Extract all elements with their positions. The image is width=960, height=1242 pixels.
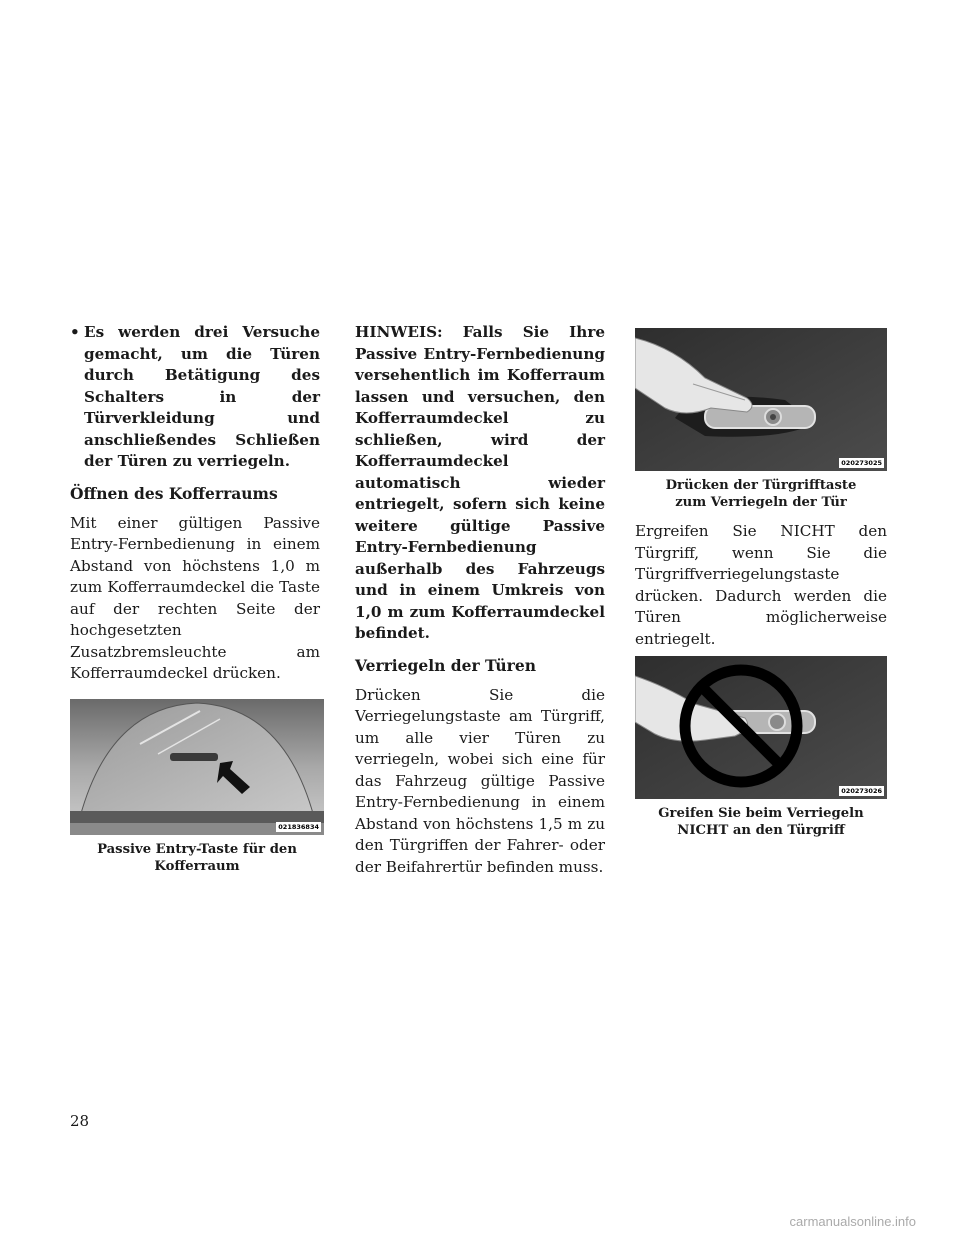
bullet-text: Es werden drei Versuche gemacht, um die Türen durch Betätigung des Schalters in der Türverkleidung und anschließendes Schließen der Türen zu verriegeln. xyxy=(84,323,320,470)
figure-code: 021836834 xyxy=(278,822,319,831)
bullet-item xyxy=(70,322,320,473)
bullet-dot: • xyxy=(70,323,80,341)
figure-caption-press-lock: Drücken der Türgrifftaste zum Verriegeln der Tür xyxy=(665,478,857,510)
figure-code: 020273025 xyxy=(841,459,882,467)
door-handle-prohibited-illustration xyxy=(635,656,887,799)
trunk-illustration xyxy=(70,699,324,835)
column-left xyxy=(70,322,320,875)
section-heading-lock-doors: Verriegeln der Türen xyxy=(355,655,536,675)
note-text: HINWEIS: Falls Sie Ihre Passive Entry-Fernbedienung versehentlich im Kofferraum lassen und versuchen, den Kofferraumdeckel zu schließen, wird der Kofferraumdeckel automatisch wieder entriegelt, sofern sich keine weitere gültige Passive Entry-Fernbedienung außerhalb des Fahrzeugs und in einem Umkreis von 1,0 m zum Kofferraumdeckel befindet. xyxy=(355,323,605,642)
figure-caption-do-not-grip: Greifen Sie beim Verriegeln NICHT an den Türgriff xyxy=(658,806,864,838)
paragraph-do-not-grip: Ergreifen Sie NICHT den Türgriff, wenn Sie die Türgriffverriegelungstaste drücken. Dadurch werden die Türen möglicherweise entriegelt. xyxy=(635,522,887,648)
figure-trunk-button xyxy=(70,699,324,835)
section-heading-open-trunk: Öffnen des Kofferraums xyxy=(70,483,278,503)
figure-do-not-grip xyxy=(635,656,887,799)
page-number: 28 xyxy=(70,1112,90,1130)
figure-caption-trunk: Passive Entry-Taste für den Kofferraum xyxy=(97,841,297,874)
footer-watermark: carmanualsonline.info xyxy=(789,1214,916,1229)
figure-code: 020273026 xyxy=(841,787,882,795)
figure-press-lock-button xyxy=(635,328,887,471)
paragraph-lock-doors: Drücken Sie die Verriegelungstaste am Türgriff, um alle vier Türen zu verriegeln, wobei sich eine für das Fahrzeug gültige Passive Entry-Fernbedienung in einem Abstand von höchstens 1,5 m zu den Türgriffen der Fahrer- oder der Beifahrertür befinden muss. xyxy=(355,685,605,876)
paragraph-open-trunk: Mit einer gültigen Passive Entry-Fernbedienung in einem Abstand von höchstens 1,0 m zum Kofferraumdeckel die Taste auf der rechten Seite der hochgesetzten Zusatzbremsleuchte am Kofferraumdeckel drücken. xyxy=(70,513,320,682)
door-handle-press-illustration xyxy=(635,328,887,471)
column-right xyxy=(635,328,887,839)
column-middle xyxy=(355,322,605,878)
